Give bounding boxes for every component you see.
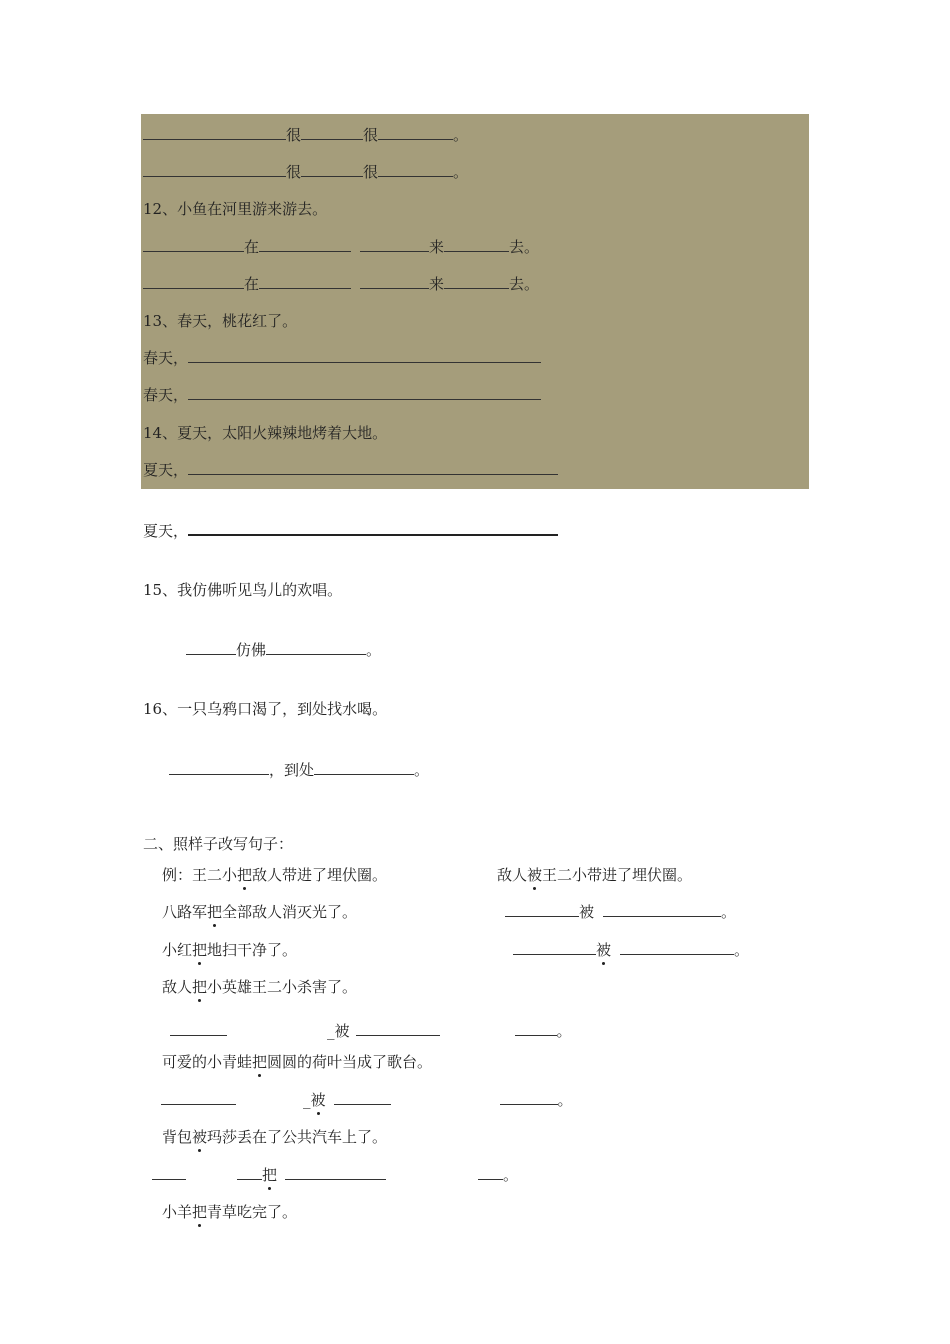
text-period: 。 (503, 1166, 519, 1184)
blank[interactable] (314, 761, 414, 775)
text-zai: 在 (244, 275, 260, 293)
text-period: 。 (453, 163, 469, 181)
q15-row (186, 641, 381, 659)
rewrite-sentence-5 (162, 1128, 387, 1146)
blank[interactable] (161, 1091, 236, 1105)
example-answer (497, 866, 692, 884)
q14-row-1 (143, 461, 558, 479)
blank[interactable] (266, 641, 366, 655)
q14-title: 14、夏天，太阳火辣辣地烤着大地。 (143, 424, 388, 442)
text-daochu: ，到处 (269, 761, 315, 779)
blank[interactable] (478, 1166, 503, 1180)
blank[interactable] (620, 941, 734, 955)
rewrite-sentence-2 (162, 941, 297, 959)
text: 被 (334, 1022, 350, 1040)
blank[interactable] (505, 903, 579, 917)
q12-row-1 (143, 238, 539, 256)
text: 背包 (162, 1128, 193, 1146)
text: 圆圆的荷叶当成了歌台。 (267, 1053, 433, 1071)
text-prefix: 夏天， (143, 461, 189, 479)
blank[interactable] (334, 1091, 391, 1105)
example-sentence (162, 866, 387, 884)
blank[interactable] (378, 163, 453, 177)
key-char: 把 (192, 941, 208, 959)
blank[interactable] (603, 903, 721, 917)
blank[interactable] (360, 275, 429, 289)
text-period: 。 (366, 641, 382, 659)
q14-row-2 (143, 521, 558, 540)
blank[interactable] (170, 1022, 227, 1036)
key-char: 把 (252, 1053, 268, 1071)
text: 小英雄王二小杀害了。 (207, 978, 358, 996)
text-period: 。 (734, 941, 750, 959)
blank[interactable] (356, 1022, 440, 1036)
key-char: 被 (310, 1091, 326, 1109)
text: 敌人 (497, 866, 528, 884)
q12-row-2 (143, 275, 539, 293)
q13-row-2 (143, 386, 541, 404)
blank[interactable] (143, 126, 286, 140)
blank[interactable] (301, 126, 363, 140)
text-prefix: 春天， (143, 349, 189, 367)
key-char: 把 (237, 866, 253, 884)
rewrite-sentence-6 (162, 1203, 297, 1221)
key-char: 把 (192, 978, 208, 996)
text-qu: 去。 (509, 238, 540, 256)
text-lai: 来 (429, 238, 445, 256)
blank[interactable] (152, 1166, 186, 1180)
q12-title: 12、小鱼在河里游来游去。 (143, 200, 328, 218)
blank[interactable] (444, 275, 509, 289)
text-underscore: _ (327, 1022, 335, 1040)
blank[interactable] (188, 461, 558, 475)
text: 全部敌人消灭光了。 (222, 903, 358, 921)
blank[interactable] (188, 349, 541, 363)
text: 玛莎丢在了公共汽车上了。 (207, 1128, 388, 1146)
blank[interactable] (444, 238, 509, 252)
text-hen: 很 (363, 163, 379, 181)
blank[interactable] (188, 521, 558, 536)
q16-row (169, 761, 429, 779)
blank[interactable] (259, 238, 351, 252)
text-period: 。 (557, 1091, 573, 1109)
text-lai: 来 (429, 275, 445, 293)
q13-row-1 (143, 349, 541, 367)
blank[interactable] (378, 126, 453, 140)
blank[interactable] (259, 275, 351, 289)
text-period: 。 (721, 903, 737, 921)
rewrite-answer-1 (505, 903, 736, 921)
key-char: 被 (527, 866, 543, 884)
key-char: 把 (207, 903, 223, 921)
q13-title: 13、春天，桃花红了。 (143, 312, 298, 330)
text: 小红 (162, 941, 193, 959)
text: 青草吃完了。 (207, 1203, 298, 1221)
text-hen: 很 (286, 126, 302, 144)
blank[interactable] (143, 275, 244, 289)
rewrite-sentence-3 (162, 978, 357, 996)
section2-heading: 二、照样子改写句子： (143, 835, 294, 853)
text-zai: 在 (244, 238, 260, 256)
text-hen: 很 (363, 126, 379, 144)
rewrite-answer-5 (152, 1166, 518, 1184)
q16-title: 16、一只乌鸦口渴了，到处找水喝。 (143, 700, 388, 718)
blank[interactable] (143, 163, 286, 177)
text-fangfu: 仿佛 (236, 641, 267, 659)
rewrite-sentence-4 (162, 1053, 432, 1071)
text-qu: 去。 (509, 275, 540, 293)
text: 小羊 (162, 1203, 193, 1221)
rewrite-sentence-1 (162, 903, 357, 921)
blank[interactable] (500, 1091, 558, 1105)
text: 地扫干净了。 (207, 941, 298, 959)
text: 王二小带进了埋伏圈。 (542, 866, 693, 884)
blank[interactable] (285, 1166, 386, 1180)
text-period: 。 (556, 1022, 572, 1040)
blank[interactable] (301, 163, 363, 177)
hen-row-1 (143, 126, 468, 144)
key-char: 把 (192, 1203, 208, 1221)
blank[interactable] (169, 761, 269, 775)
blank[interactable] (360, 238, 429, 252)
key-char: 被 (596, 941, 612, 959)
text: 王二小 (192, 866, 238, 884)
rewrite-answer-3 (170, 1022, 572, 1040)
text-period: 。 (453, 126, 469, 144)
text: 敌人 (162, 978, 193, 996)
text: 敌人带进了埋伏圈。 (252, 866, 388, 884)
hen-row-2 (143, 163, 468, 181)
example-label: 例： (162, 866, 193, 884)
key-char: 把 (262, 1166, 278, 1184)
rewrite-answer-2 (513, 941, 749, 959)
blank[interactable] (515, 1022, 557, 1036)
blank[interactable] (143, 238, 244, 252)
blank[interactable] (186, 641, 236, 655)
blank[interactable] (188, 386, 541, 400)
blank[interactable] (237, 1166, 262, 1180)
text-prefix: 夏天， (143, 522, 189, 540)
text: 可爱的小青蛙 (162, 1053, 253, 1071)
text-prefix: 春天， (143, 386, 189, 404)
text: 被 (579, 903, 595, 921)
text: 八路军 (162, 903, 208, 921)
q15-title: 15、我仿佛听见鸟儿的欢唱。 (143, 581, 343, 599)
blank[interactable] (513, 941, 596, 955)
rewrite-answer-4 (161, 1091, 573, 1109)
text-hen: 很 (286, 163, 302, 181)
key-char: 被 (192, 1128, 208, 1146)
text-underscore: _ (303, 1091, 311, 1109)
text-period: 。 (414, 761, 430, 779)
